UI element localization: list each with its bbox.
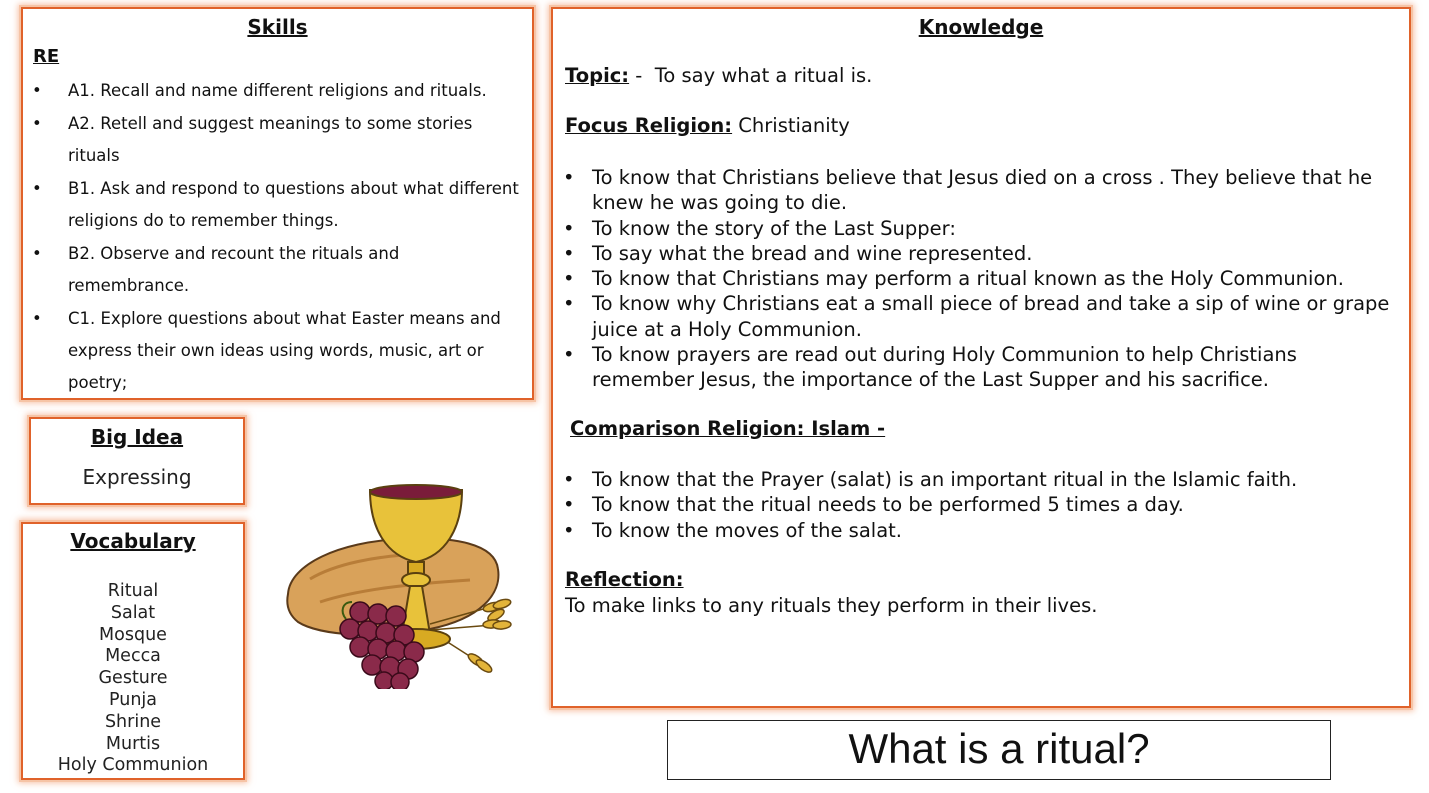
focus-point: • To know that Christians may perform a ritual known as the Holy Communion. [553,266,1401,291]
topic-value: - To say what a ritual is. [629,64,873,87]
reflection-label-line [565,568,684,591]
vocab-word: Gesture [98,668,168,689]
knowledge-heading: Knowledge [918,15,1044,39]
focus-point: • To know the story of the Last Supper: [553,216,1401,241]
comparison-point: • To know that the Prayer (salat) is an important ritual in the Islamic faith. [553,467,1401,492]
skills-panel [21,7,534,400]
skills-heading: Skills [247,15,308,39]
topic-line [565,64,872,87]
skill-item: • A2. Retell and suggest meanings to some stories rituals [23,108,523,172]
focus-point: • To know why Christians eat a small piece of bread and take a sip of wine or grape juice at a Holy Communion. [553,291,1401,342]
vocab-word: Punja [108,689,157,710]
focus-point: • To know prayers are read out during Holy Communion to help Christians remember Jesus, the importance of the Last Supper and his sacrifice. [553,342,1401,393]
comparison-label: Comparison Religion: Islam - [570,417,886,440]
skill-item: • A1. Recall and name different religions and rituals. [23,75,523,107]
vocabulary-panel [21,522,245,780]
vocab-word: Shrine [104,711,162,732]
vocab-word: Mosque [99,624,167,645]
vocab-word: Ritual [107,581,159,601]
focus-label: Focus Religion: [565,114,733,137]
big-idea-panel [29,417,245,505]
vocab-word: Mecca [105,646,161,667]
comparison-line [570,417,885,440]
comparison-point: • To know that the ritual needs to be performed 5 times a day. [553,492,1401,517]
vocab-word: Murtis [105,733,161,754]
skill-item: • B2. Observe and recount the rituals and remembrance. [23,238,523,302]
topic-label: Topic: [565,64,630,87]
focus-value: Christianity [732,114,850,137]
knowledge-panel [551,7,1411,708]
comparison-points-list [553,467,1401,543]
vocabulary-heading: Vocabulary [70,529,196,553]
chalice-bread-grapes-wheat-icon [280,484,520,689]
page-title: What is a ritual? [667,720,1331,780]
big-idea-value: Expressing [82,465,192,489]
vocabulary-list [23,581,243,777]
skills-list [23,75,523,400]
reflection-text: To make links to any rituals they perform in their lives. [565,594,1098,617]
vocab-word: Holy Communion [57,755,209,776]
focus-point: • To know that Christians believe that Jesus died on a cross . They believe that he knew he was going to die. [553,165,1401,216]
focus-line [565,114,850,137]
focus-points-list [553,165,1401,393]
focus-point: • To say what the bread and wine represented. [553,241,1401,266]
skills-subject: RE [33,46,60,67]
reflection-label: Reflection: [565,568,684,591]
vocab-word: Salat [110,602,156,623]
skill-item: • B1. Ask and respond to questions about what different religions do to remember things. [23,173,523,237]
comparison-point: • To know the moves of the salat. [553,518,1401,543]
big-idea-heading: Big Idea [90,425,184,449]
skill-item: • C1. Explore questions about what Easter means and express their own ideas using words, music, art or poetry; [23,303,523,399]
